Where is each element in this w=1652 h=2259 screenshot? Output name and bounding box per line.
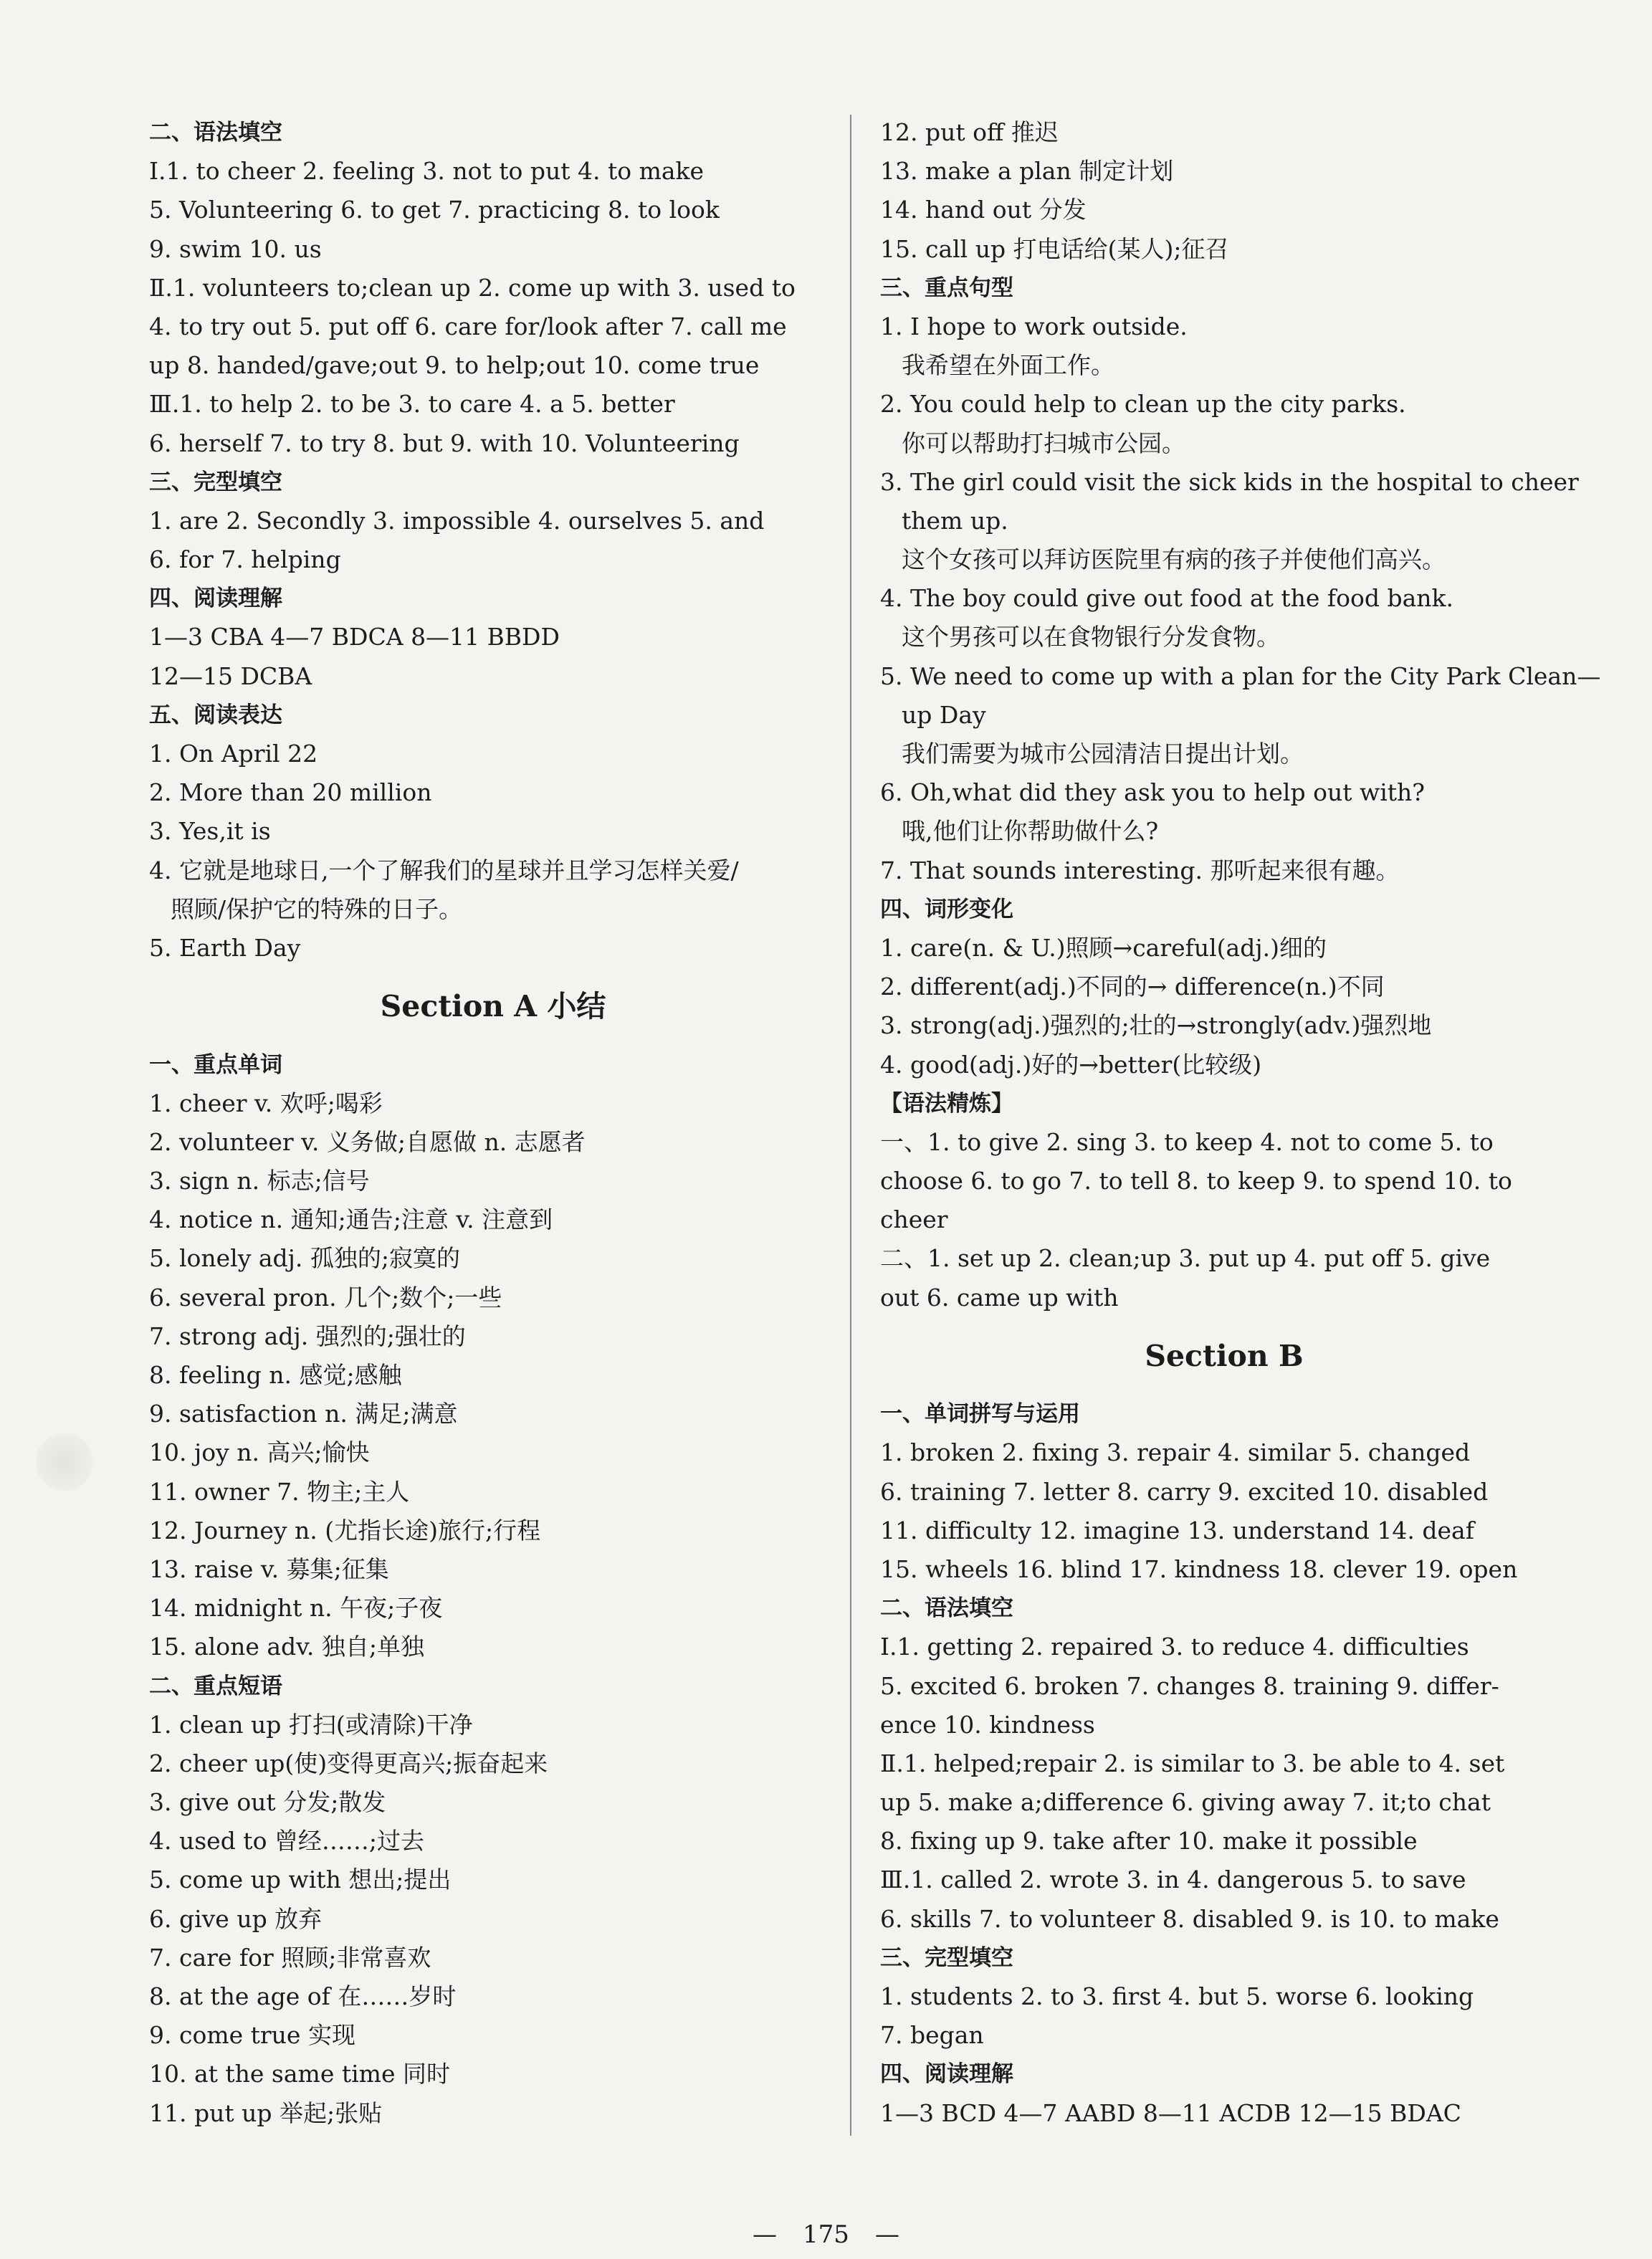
answer-line: 8. at the age of 在……岁时 [149, 1982, 457, 2011]
answer-line: 1. are 2. Secondly 3. impossible 4. ourselves 5. and [149, 506, 765, 535]
answer-line: Ⅰ.1. to cheer 2. feeling 3. not to put 4. to make [149, 157, 705, 186]
answer-line: 二、1. set up 2. clean;up 3. put up 4. put off 5. give [880, 1244, 1491, 1273]
section-title: Section B [1145, 1338, 1304, 1373]
answer-line: 7. That sounds interesting. 那听起来很有趣。 [880, 856, 1400, 884]
smudge-mark [36, 1433, 93, 1491]
answer-line: 7. began [880, 2021, 984, 2050]
answer-line: Ⅱ.1. volunteers to;clean up 2. come up with 3. used to [149, 273, 796, 302]
answer-line: 6. give up 放弃 [149, 1904, 323, 1933]
answer-line: 13. make a plan 制定计划 [880, 157, 1174, 186]
answer-line: 13. raise v. 募集;征集 [149, 1554, 389, 1583]
answer-line: up 8. handed/gave;out 9. to help;out 10. come true [149, 351, 760, 380]
section-heading: 一、重点单词 [149, 1051, 282, 1078]
answer-line: 5. Earth Day [149, 933, 301, 962]
answer-line: Ⅰ.1. getting 2. repaired 3. to reduce 4. difficulties [880, 1633, 1469, 1661]
answer-line: 6. several pron. 几个;数个;一些 [149, 1283, 502, 1312]
answer-line: 6. skills 7. to volunteer 8. disabled 9. is 10. to make [880, 1904, 1499, 1933]
answer-line: 6. herself 7. to try 8. but 9. with 10. Volunteering [149, 429, 740, 457]
answer-line: 4. good(adj.)好的→better(比较级) [880, 1050, 1262, 1079]
section-heading: 三、重点句型 [880, 274, 1013, 301]
answer-line: 8. fixing up 9. take after 10. make it possible [880, 1827, 1418, 1856]
answer-line: 一、1. to give 2. sing 3. to keep 4. not to come 5. to [880, 1127, 1494, 1156]
footer-dash-right: — [874, 2220, 899, 2249]
section-heading: 四、词形变化 [880, 896, 1013, 922]
answer-line: Ⅲ.1. called 2. wrote 3. in 4. dangerous 5. to save [880, 1866, 1466, 1894]
answer-line: 3. sign n. 标志;信号 [149, 1167, 370, 1195]
answer-line: 5. lonely adj. 孤独的;寂寞的 [149, 1244, 460, 1273]
section-heading: 一、单词拼写与运用 [880, 1401, 1080, 1428]
answer-line: 4. notice n. 通知;通告;注意 v. 注意到 [149, 1205, 553, 1234]
answer-line: 4. to try out 5. put off 6. care for/look after 7. call me [149, 312, 787, 340]
answer-line: 3. The girl could visit the sick kids in the hospital to cheer [880, 467, 1579, 496]
answer-line: 11. owner 7. 物主;主人 [149, 1477, 410, 1506]
answer-line: Ⅱ.1. helped;repair 2. is similar to 3. be able to 4. set [880, 1749, 1505, 1777]
answer-line: 12—15 DCBA [149, 662, 312, 690]
answer-line: 15. alone adv. 独自;单独 [149, 1633, 424, 1661]
section-heading: 【语法精炼】 [880, 1090, 1013, 1117]
answer-line: choose 6. to go 7. to tell 8. to keep 9. to spend 10. to [880, 1167, 1512, 1195]
answer-line: 6. training 7. letter 8. carry 9. excited 10. disabled [880, 1477, 1489, 1506]
answer-line: 1—3 CBA 4—7 BDCA 8—11 BBDD [149, 623, 560, 651]
answer-line: 5. We need to come up with a plan for the City Park Clean— [880, 662, 1601, 690]
section-heading: 二、语法填空 [149, 120, 282, 145]
answer-line: them up. [902, 506, 1008, 535]
answer-line: 7. care for 照顾;非常喜欢 [149, 1943, 431, 1972]
section-title: Section A 小结 [380, 989, 606, 1024]
answer-line: 5. Volunteering 6. to get 7. practicing 8. to look [149, 196, 720, 224]
answer-line: 12. Journey n. (尤指长途)旅行;行程 [149, 1516, 541, 1544]
answer-line: 10. joy n. 高兴;愉快 [149, 1438, 370, 1467]
answer-line: 15. wheels 16. blind 17. kindness 18. clever 19. open [880, 1554, 1518, 1583]
section-heading: 四、阅读理解 [149, 586, 282, 612]
answer-line: ence 10. kindness [880, 1710, 1095, 1739]
answer-line: 你可以帮助打扫城市公园。 [902, 429, 1185, 457]
answer-line: up Day [902, 700, 986, 729]
answer-line: 9. come true 实现 [149, 2021, 355, 2050]
left-column [149, 113, 837, 2133]
answer-line: 1. clean up 打扫(或清除)干净 [149, 1710, 473, 1739]
answer-line: 1. cheer v. 欢呼;喝彩 [149, 1089, 383, 1117]
answer-line: 4. The boy could give out food at the food bank. [880, 584, 1453, 613]
answer-line: 7. strong adj. 强烈的;强壮的 [149, 1322, 466, 1350]
answer-line: 1—3 BCD 4—7 AABD 8—11 ACDB 12—15 BDAC [880, 2098, 1461, 2127]
page-number: 175 [803, 2220, 849, 2249]
answer-line: 3. give out 分发;散发 [149, 1788, 386, 1817]
answer-line: up 5. make a;difference 6. giving away 7. it;to chat [880, 1788, 1491, 1817]
answer-line: 9. satisfaction n. 满足;满意 [149, 1400, 458, 1428]
right-column [880, 113, 1601, 2133]
answer-line: Ⅲ.1. to help 2. to be 3. to care 4. a 5. better [149, 390, 675, 419]
answer-line: out 6. came up with [880, 1283, 1119, 1312]
answer-line: 我希望在外面工作。 [902, 351, 1114, 380]
section-heading: 三、完型填空 [149, 469, 282, 495]
answer-line: 2. different(adj.)不同的→ difference(n.)不同 [880, 973, 1385, 1001]
section-heading: 三、完型填空 [880, 1944, 1013, 1971]
column-divider [850, 115, 851, 2136]
section-heading: 五、阅读表达 [149, 702, 282, 728]
answer-line: 4. 它就是地球日,一个了解我们的星球并且学习怎样关爱/ [149, 856, 739, 884]
answer-line: 2. cheer up(使)变得更高兴;振奋起来 [149, 1749, 548, 1777]
answer-line: 2. You could help to clean up the city parks. [880, 390, 1406, 419]
answer-line: 1. care(n. & U.)照顾→careful(adj.)细的 [880, 933, 1327, 962]
answer-line: 照顾/保护它的特殊的日子。 [171, 894, 463, 923]
answer-line: 2. More than 20 million [149, 778, 432, 807]
answer-line: 6. for 7. helping [149, 545, 341, 574]
answer-line: 4. used to 曾经……;过去 [149, 1827, 425, 1856]
answer-line: 11. difficulty 12. imagine 13. understand 14. deaf [880, 1516, 1474, 1544]
section-heading: 二、重点短语 [149, 1673, 282, 1699]
answer-line: 这个男孩可以在食物银行分发食物。 [902, 623, 1280, 651]
answer-line: 5. come up with 想出;提出 [149, 1866, 452, 1894]
answer-line: 15. call up 打电话给(某人);征召 [880, 234, 1229, 263]
answer-line: 5. excited 6. broken 7. changes 8. training 9. differ- [880, 1671, 1499, 1700]
section-heading: 四、阅读理解 [880, 2061, 1013, 2088]
answer-line: 9. swim 10. us [149, 234, 322, 263]
answer-line: 8. feeling n. 感觉;感触 [149, 1361, 402, 1390]
answer-line: 10. at the same time 同时 [149, 2060, 450, 2088]
answer-line: 1. students 2. to 3. first 4. but 5. worse 6. looking [880, 1982, 1474, 2011]
answer-line: 我们需要为城市公园清洁日提出计划。 [902, 740, 1304, 768]
answer-line: cheer [880, 1205, 948, 1234]
page-footer [0, 2220, 1652, 2249]
answer-line: 2. volunteer v. 义务做;自愿做 n. 志愿者 [149, 1127, 586, 1156]
answer-line: 这个女孩可以拜访医院里有病的孩子并使他们高兴。 [902, 545, 1446, 574]
answer-line: 6. Oh,what did they ask you to help out with? [880, 778, 1425, 807]
answer-line: 12. put off 推迟 [880, 118, 1059, 146]
answer-line: 1. On April 22 [149, 740, 318, 768]
footer-dash-left: — [753, 2220, 778, 2249]
answer-line: 1. broken 2. fixing 3. repair 4. similar 5. changed [880, 1438, 1471, 1467]
answer-line: 3. Yes,it is [149, 817, 271, 846]
answer-line: 1. I hope to work outside. [880, 312, 1188, 340]
section-heading: 二、语法填空 [880, 1595, 1013, 1622]
answer-line: 哦,他们让你帮助做什么? [902, 817, 1159, 846]
answer-line: 14. midnight n. 午夜;子夜 [149, 1594, 443, 1623]
answer-line: 3. strong(adj.)强烈的;壮的→strongly(adv.)强烈地 [880, 1011, 1432, 1040]
answer-line: 11. put up 举起;张贴 [149, 2098, 383, 2127]
answer-line: 14. hand out 分发 [880, 196, 1087, 224]
